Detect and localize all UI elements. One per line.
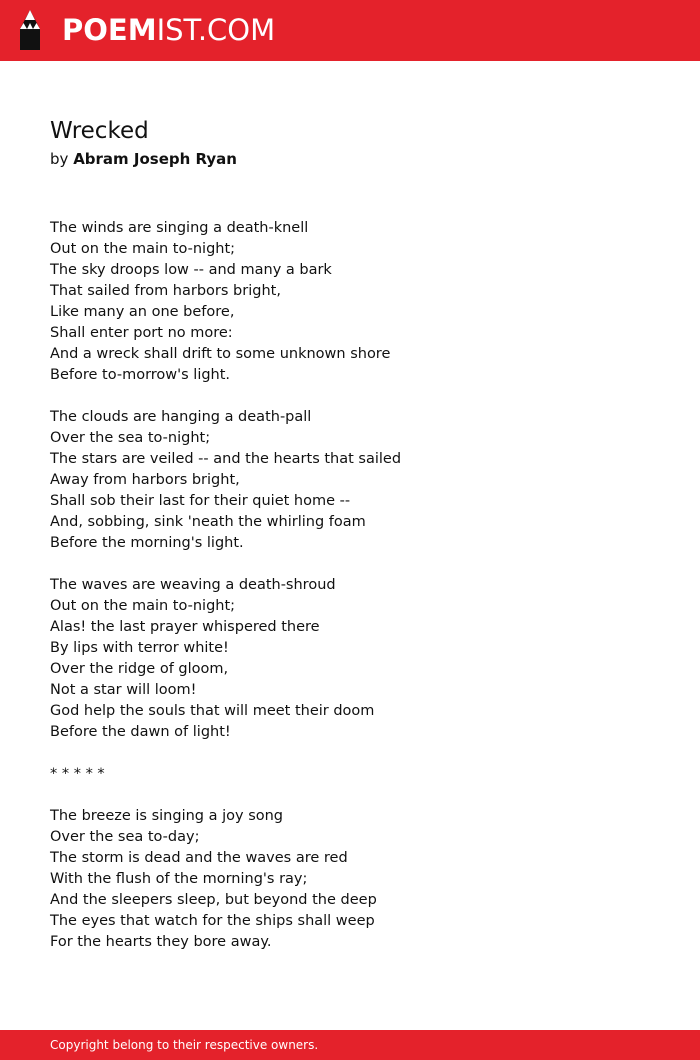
poem-line: For the hearts they bore away. [50, 934, 272, 950]
poem-line: Before the dawn of light! [50, 724, 231, 740]
poem-line: The clouds are hanging a death-pall [50, 409, 312, 425]
poem-line: Before the morning's light. [50, 535, 244, 551]
poem-stanza [50, 218, 670, 386]
poem-line: Out on the main to-night; [50, 598, 236, 614]
poem-stanza [50, 407, 670, 554]
poem-line: The eyes that watch for the ships shall weep [50, 913, 375, 929]
site-footer [0, 1030, 700, 1060]
poem-stanza [50, 764, 670, 785]
poem-line: The winds are singing a death-knell [50, 220, 309, 236]
poem-line: Like many an one before, [50, 304, 235, 320]
poem-line: The breeze is singing a joy song [50, 808, 284, 824]
brand-bold: POEM [62, 13, 157, 47]
poem-line: The waves are weaving a death-shroud [50, 577, 336, 593]
brand-light: IST.COM [156, 13, 276, 47]
site-header [0, 0, 700, 61]
pencil-nib-icon[interactable] [17, 9, 43, 51]
poem-line: By lips with terror white! [50, 640, 229, 656]
poem-line: With the flush of the morning's ray; [50, 871, 308, 887]
poem-line: The sky droops low -- and many a bark [50, 262, 332, 278]
copyright-text: Copyright belong to their respective owners. [50, 1038, 319, 1052]
poem-line: That sailed from harbors bright, [50, 283, 281, 299]
poem-title: Wrecked [50, 118, 149, 144]
poem-line: The storm is dead and the waves are red [50, 850, 348, 866]
poem-body [50, 218, 670, 974]
poem-line: Not a star will loom! [50, 682, 197, 698]
author-name: Abram Joseph Ryan [73, 150, 237, 168]
poem-line: Over the sea to-night; [50, 430, 211, 446]
poem-line: And, sobbing, sink 'neath the whirling foam [50, 514, 366, 530]
poem-line: Out on the main to-night; [50, 241, 236, 257]
poem-line: The stars are veiled -- and the hearts that sailed [50, 451, 402, 467]
poem-line: Shall sob their last for their quiet home -- [50, 493, 351, 509]
site-logo[interactable] [62, 11, 275, 49]
poem-line: And a wreck shall drift to some unknown shore [50, 346, 391, 362]
by-label: by [50, 150, 69, 168]
poem-line: Over the sea to-day; [50, 829, 200, 845]
poem-stanza [50, 806, 670, 953]
poem-line: God help the souls that will meet their doom [50, 703, 375, 719]
poem-line: Over the ridge of gloom, [50, 661, 229, 677]
poem-stanza [50, 575, 670, 743]
poem-line: Shall enter port no more: [50, 325, 233, 341]
poem-line: Before to-morrow's light. [50, 367, 231, 383]
poem-line: * * * * * [50, 766, 105, 782]
byline [50, 148, 237, 170]
poem-line: Away from harbors bright, [50, 472, 240, 488]
poem-line: And the sleepers sleep, but beyond the deep [50, 892, 377, 908]
poem-line: Alas! the last prayer whispered there [50, 619, 320, 635]
